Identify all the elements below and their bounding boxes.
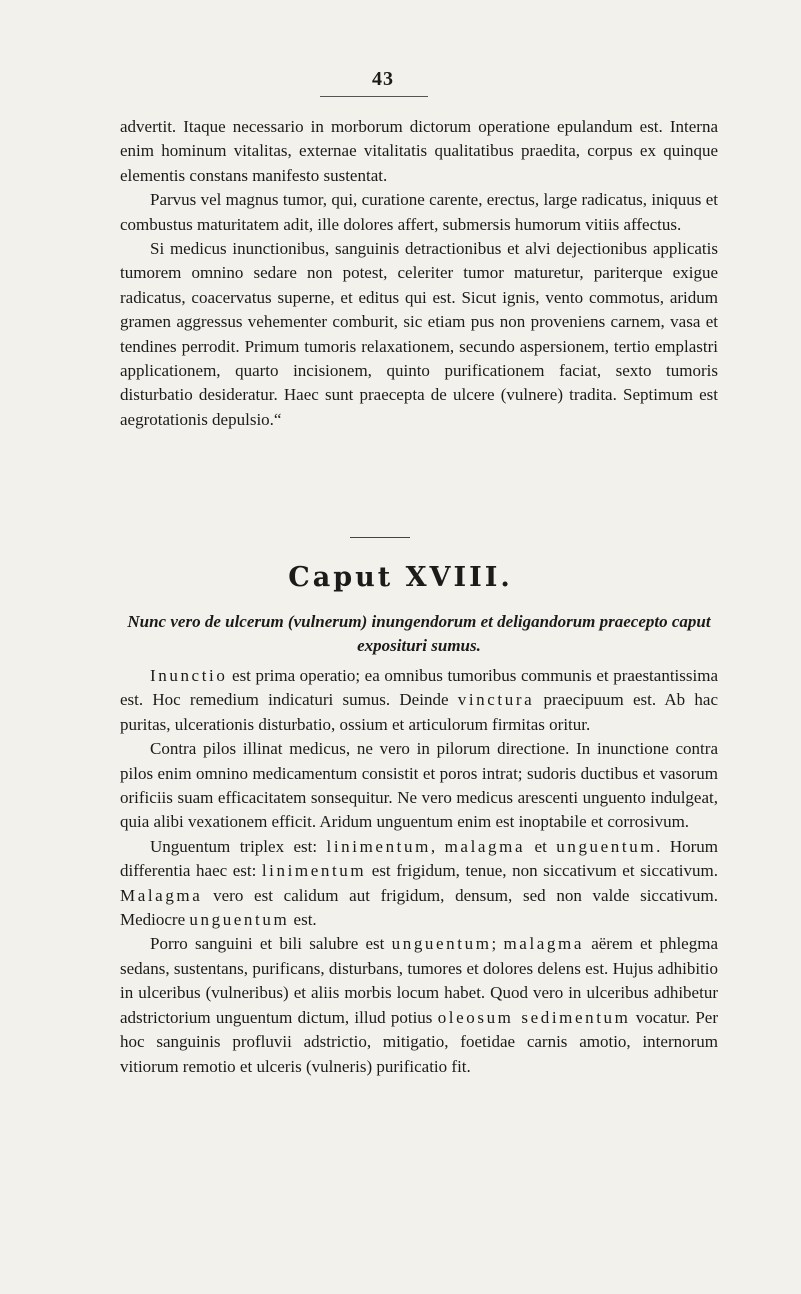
paragraph: Parvus vel magnus tumor, qui, curatione carente, erectus, large radicatus, iniquus et combustus maturitatem adit, ille dolores affert, submersis humorum vitiis affectus. <box>120 190 718 234</box>
page-number: 43 <box>372 68 394 90</box>
paragraph: advertit. Itaque necessario in morborum dictorum operatione epulandum est. Interna enim hominum vitalitas, externae vitalitatis qualitatibus praedita, corpus ex quinque elementis constans manifesto sustentat. <box>120 117 718 185</box>
chapter-title: Caput XVIII. <box>288 562 513 593</box>
text-run: vocatur. Per hoc sanguinis profluvii adstrictio, mitigatio, foetidae carnis amotio, internorum vitiorum remotio et ulceris (vulneris) purificatio fit. <box>120 1007 718 1076</box>
spaced-term: linimentum <box>326 836 431 856</box>
spaced-term: malagma <box>444 836 526 856</box>
paragraph <box>120 932 718 1078</box>
text-run: aërem et phlegma sedans, sustentans, purificans, disturbans, tumores et dolores delens est. Hujus adhibitio in ulceribus (vulneribus) et aliis morbis locum habet. Quod vero in ulceribus adhibetur adstrictorium unguentum dictum, illud potius <box>120 934 718 1027</box>
spaced-term: Inunctio <box>150 666 228 685</box>
chapter-intro: Nunc vero de ulcerum (vulnerum) inungendorum et deligandorum praecepto caput exposituri sumus. <box>127 612 711 655</box>
text-run: est prima operatio; ea omnibus tumoribus communis et praestantissima est. Hoc remedium indicaturi sumus. Deinde <box>120 666 718 710</box>
spaced-term: malagma <box>503 934 584 954</box>
header-rule <box>320 96 428 97</box>
paragraph: Contra pilos illinat medicus, ne vero in pilorum directione. In inunctione contra pilos enim omnino medicamentum consistit et poros intrat; sudoris ductibus et vasorum orificiis suam efficacitatem sonsequitur. Ne vero medicus arescenti unguento indulgeat, quia alibi vexationem efficit. Aridum unguentum enim est inoptabile et corrosivum. <box>120 739 718 832</box>
text-run: Porro sanguini et bili salubre est <box>150 934 392 954</box>
paragraph <box>120 835 718 933</box>
text-run: est frigidum, tenue, non siccativum et siccativum. <box>366 861 718 881</box>
text-run: Unguentum triplex est: <box>150 836 327 856</box>
section-divider <box>350 537 410 538</box>
spaced-term: oleosum sedimentum <box>437 1007 631 1027</box>
text-run: vero est calidum aut frigidum, densum, sed non valde siccativum. Mediocre <box>120 885 718 930</box>
spaced-term: unguentum <box>391 934 492 954</box>
text-run: est. <box>289 910 317 930</box>
spaced-term: Malagma <box>120 885 203 905</box>
text-run: praecipuum est. Ab hac puritas, ulcerationis disturbatio, ossium et articulorum firmitas oritur. <box>120 690 718 734</box>
paragraph: Si medicus inunctionibus, sanguinis detractionibus et alvi dejectionibus applicatis tumorem omnino sedare non potest, celeriter tumor maturetur, pariterque exigue radicatus, coacervatus superne, et editus qui est. Sicut ignis, vento commotus, aridum gramen aggressus vehementer comburit, sic etiam pus non proveniens carnem, vasa et tendines perrodit. Primum tumoris relaxationem, secundo aspersionem, tertio emplastri applicationem, quarto incisionem, quinto purificationem faciat, sexto tumoris disturbatio desideratur. Haec sunt praecepta de ulcere (vulnere) tradita. Septimum est aegrotationis depulsio.“ <box>120 239 718 429</box>
spaced-term: unguentum <box>556 836 657 856</box>
text-run: et <box>525 836 557 856</box>
text-block-top <box>120 115 718 432</box>
text-run: . Horum differentia haec est: <box>120 836 718 881</box>
spaced-term: vinctura <box>457 690 535 710</box>
text-run: ; <box>491 934 504 954</box>
paragraph <box>120 664 718 737</box>
text-run: , <box>430 836 445 856</box>
text-block-chapter <box>120 664 718 1079</box>
spaced-term: linimentum <box>261 861 367 881</box>
spaced-term: unguentum <box>189 910 290 930</box>
